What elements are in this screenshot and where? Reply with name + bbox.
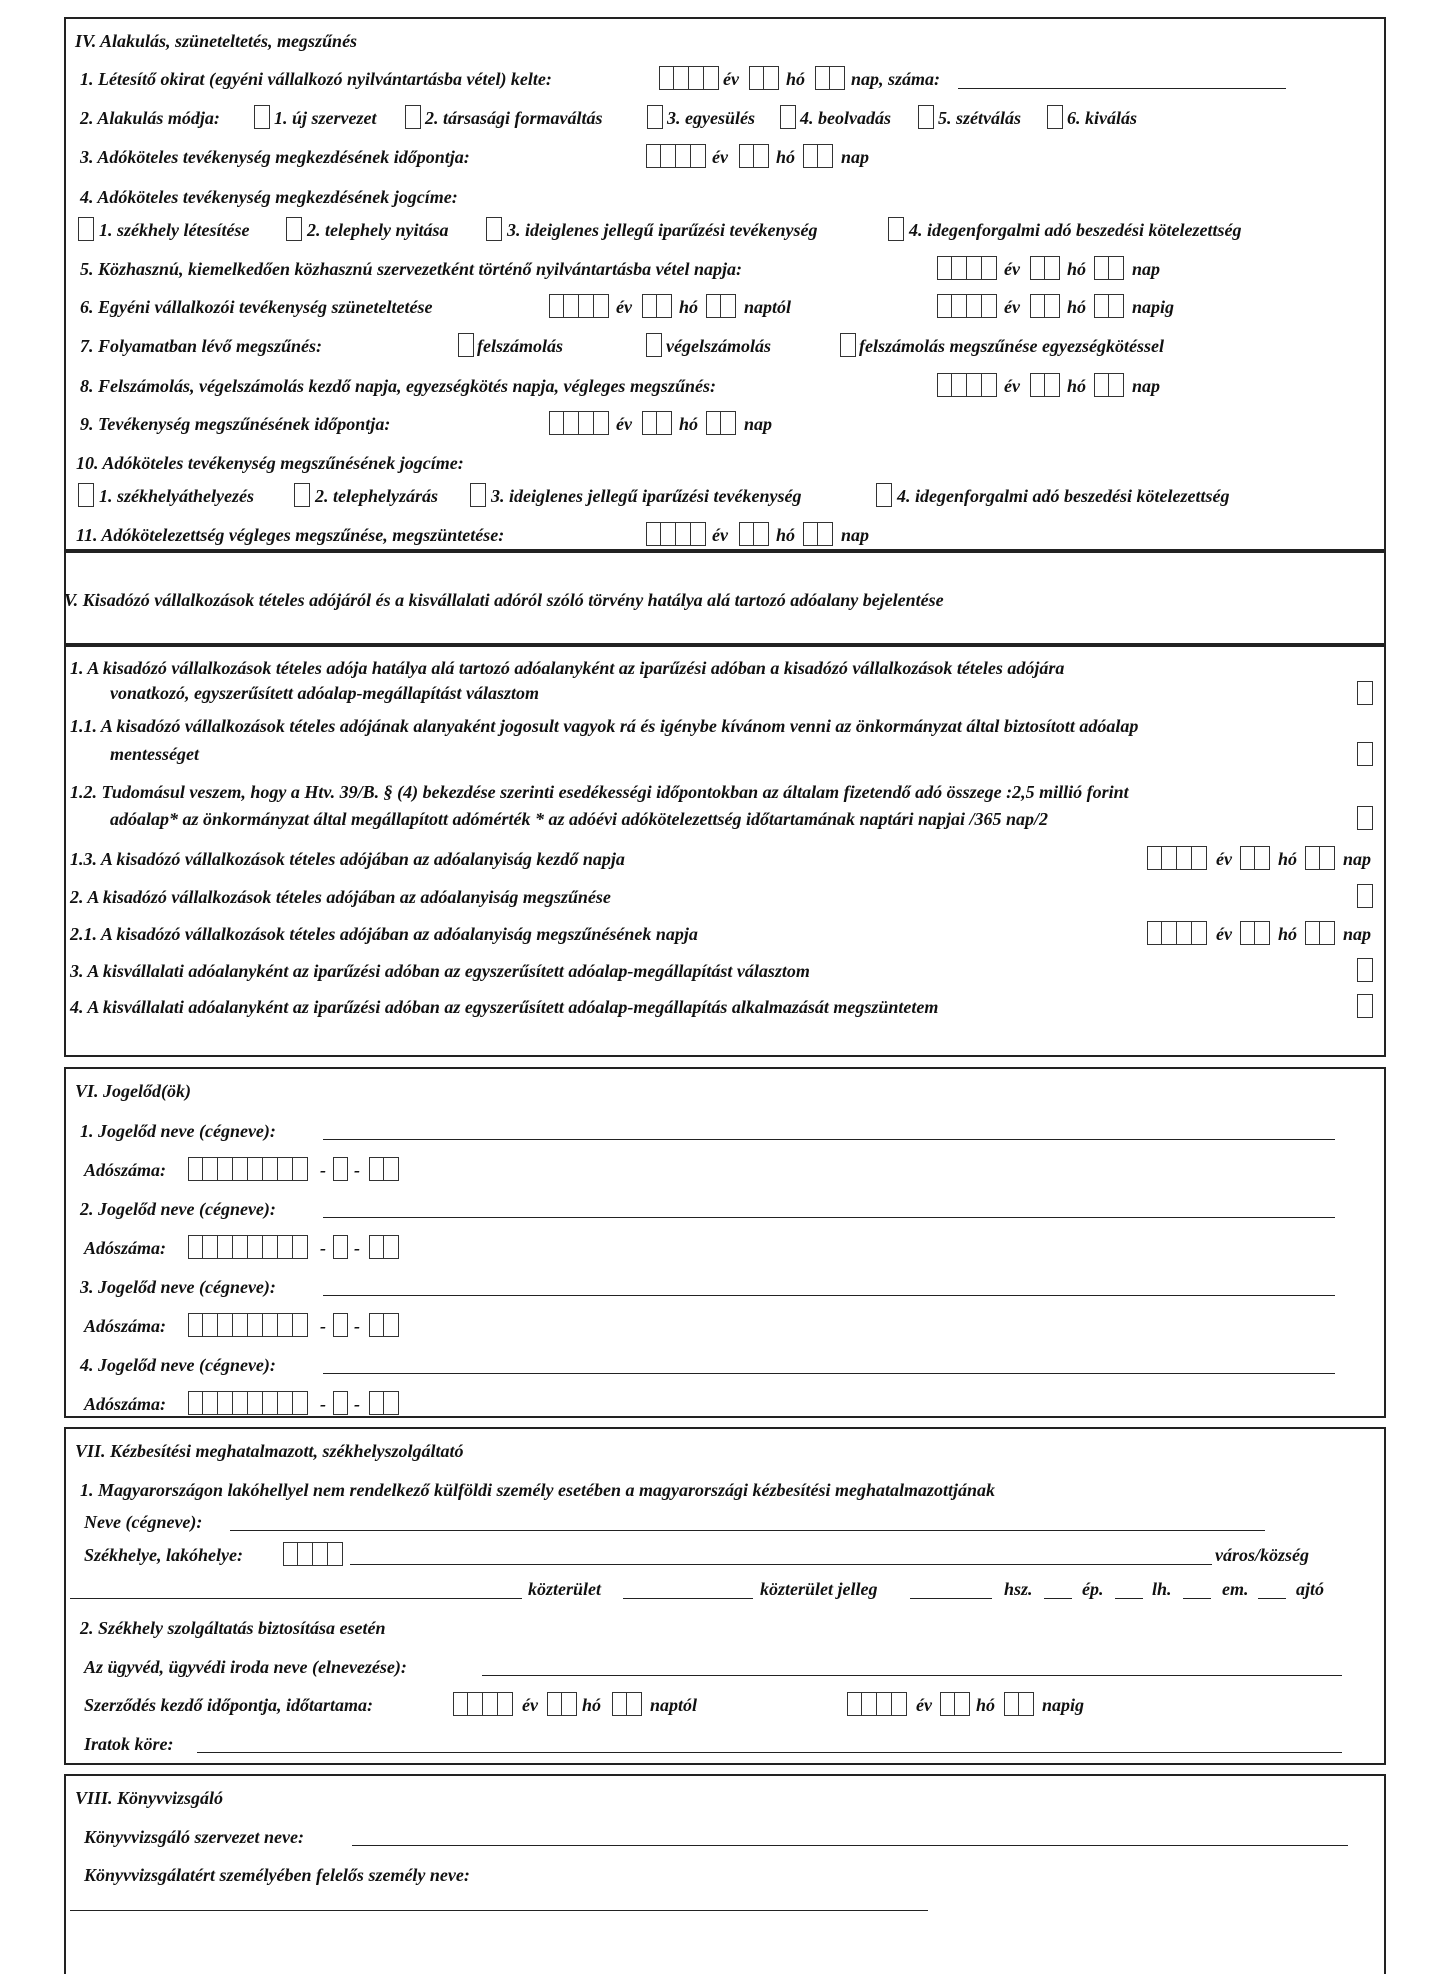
vi-tax-number-2-mid-cell[interactable] <box>333 1235 348 1259</box>
vi-predecessor-3-label: 3. Jogelőd neve (cégneve): <box>80 1277 276 1297</box>
vi-predecessor-1-label: 1. Jogelőd neve (cégneve): <box>80 1121 276 1141</box>
v-1-2-line-b: adóalap* az önkormányzat által megállapított adómérték * az adóévi adókötelezettség időtartamának naptári napjai /365 nap/2 <box>110 809 1049 829</box>
ev-label: év <box>1004 297 1020 317</box>
v-3-label: 3. A kisvállalati adóalanyként az iparűzési adóban az egyszerűsített adóalap-megállapítást választom <box>70 961 810 981</box>
r8-label: 8. Felszámolás, végelszámolás kezdő napja, egyezségkötés napja, végleges megszűnés: <box>80 376 716 396</box>
r9-month-cells[interactable] <box>642 411 672 435</box>
dash: - <box>320 1394 326 1414</box>
r5-month-cells[interactable] <box>1030 256 1060 280</box>
r2-option-4-label: 4. beolvadás <box>800 108 891 128</box>
vii-street-field[interactable] <box>70 1598 522 1599</box>
r2-option-1-label: 1. új szervezet <box>274 108 377 128</box>
r7-option-2-checkbox[interactable] <box>646 333 662 357</box>
v-3-checkbox[interactable] <box>1357 958 1373 982</box>
r10-option-4-label: 4. idegenforgalmi adó beszedési kötelezettség <box>897 486 1230 506</box>
r9-label: 9. Tevékenység megszűnésének időpontja: <box>80 414 391 434</box>
ev-label: év <box>616 414 632 434</box>
r6-label: 6. Egyéni vállalkozói tevékenység szüneteltetése <box>80 297 433 317</box>
r7-option-2-label: végelszámolás <box>666 336 771 356</box>
r1-label: 1. Létesítő okirat (egyéni vállalkozó nyilvántartásba vétel) kelte: <box>80 69 552 89</box>
ev-label: év <box>1216 924 1232 944</box>
r1-number-field[interactable] <box>958 88 1286 89</box>
vii-hsz-label: hsz. <box>1004 1579 1033 1599</box>
r6-from-year-cells[interactable] <box>549 294 609 318</box>
vii-lh-field[interactable] <box>1183 1598 1211 1599</box>
r9-day-cells[interactable] <box>706 411 736 435</box>
r10-option-1-label: 1. székhelyáthelyezés <box>99 486 254 506</box>
vi-predecessor-4-name-field[interactable] <box>323 1373 1335 1374</box>
ho-label: hó <box>1278 924 1298 944</box>
r2-option-1-checkbox[interactable] <box>254 105 270 129</box>
r4-option-1-checkbox[interactable] <box>78 217 94 241</box>
vi-tax-number-1-mid-cell[interactable] <box>333 1157 348 1181</box>
dash: - <box>354 1238 360 1258</box>
r10-option-4-checkbox[interactable] <box>876 483 892 507</box>
vii-street-type-value-field[interactable] <box>910 1598 992 1599</box>
dash: - <box>354 1316 360 1336</box>
dash: - <box>320 1316 326 1336</box>
r10-label: 10. Adóköteles tevékenység megszűnésének jogcíme: <box>76 453 464 473</box>
section-viii-title: VIII. Könyvvizsgáló <box>75 1788 224 1808</box>
r3-month-cells[interactable] <box>739 144 769 168</box>
ho-label: hó <box>786 69 806 89</box>
r10-option-2-label: 2. telephelyzárás <box>315 486 438 506</box>
vii-documents-label: Iratok köre: <box>84 1734 174 1754</box>
r9-year-cells[interactable] <box>549 411 609 435</box>
r6-from-month-cells[interactable] <box>642 294 672 318</box>
section-iv-title: IV. Alakulás, szüneteltetés, megszűnés <box>75 31 358 51</box>
ho-label: hó <box>582 1695 602 1715</box>
r1-day-cells[interactable] <box>815 66 845 90</box>
v-4-checkbox[interactable] <box>1357 994 1373 1018</box>
ho-label: hó <box>679 414 699 434</box>
vi-tax-number-1-label: Adószáma: <box>84 1160 167 1180</box>
ho-label: hó <box>1278 849 1298 869</box>
vi-tax-number-2-label: Adószáma: <box>84 1238 167 1258</box>
r3-day-cells[interactable] <box>803 144 833 168</box>
vii-contract-label: Szerződés kezdő időpontja, időtartama: <box>84 1695 374 1715</box>
dash: - <box>320 1160 326 1180</box>
v-1-3-month-cells[interactable] <box>1240 846 1270 870</box>
vii-city-field[interactable] <box>350 1564 1212 1565</box>
r11-day-cells[interactable] <box>803 522 833 546</box>
v-1-3-day-cells[interactable] <box>1305 846 1335 870</box>
vi-tax-number-1-main-cells[interactable] <box>188 1157 308 1181</box>
v-2-1-year-cells[interactable] <box>1147 921 1207 945</box>
vi-tax-number-4-label: Adószáma: <box>84 1394 167 1414</box>
nap-label: nap <box>1343 849 1372 869</box>
vii-postcode-cells[interactable] <box>283 1542 343 1566</box>
vii-seat-label: Székhelye, lakóhelye: <box>84 1545 243 1565</box>
r2-option-2-label: 2. társasági formaváltás <box>425 108 603 128</box>
vii-contract-from-month-cells[interactable] <box>547 1692 577 1716</box>
r4-option-3-label: 3. ideiglenes jellegű iparűzési tevékenység <box>507 220 818 240</box>
naptol-label: naptól <box>650 1695 698 1715</box>
section-v-title: V. Kisadózó vállalkozások tételes adójáról és a kisvállalati adóról szóló törvény hatálya alá tartozó adóalany bejelentése <box>64 590 944 610</box>
vii-street-type-label: közterület jelleg <box>760 1579 878 1599</box>
vi-predecessor-4-label: 4. Jogelőd neve (cégneve): <box>80 1355 276 1375</box>
nap-label: nap <box>1343 924 1372 944</box>
r11-label: 11. Adókötelezettség végleges megszűnése, megszüntetése: <box>76 525 505 545</box>
vii-contract-to-month-cells[interactable] <box>940 1692 970 1716</box>
r8-year-cells[interactable] <box>937 373 997 397</box>
vi-tax-number-2-main-cells[interactable] <box>188 1235 308 1259</box>
vii-contract-from-day-cells[interactable] <box>612 1692 642 1716</box>
vii-name-label: Neve (cégneve): <box>84 1512 203 1532</box>
vi-tax-number-2-end-cells[interactable] <box>369 1235 399 1259</box>
r2-option-3-label: 3. egyesülés <box>667 108 755 128</box>
r7-label: 7. Folyamatban lévő megszűnés: <box>80 336 322 356</box>
ho-label: hó <box>776 525 796 545</box>
r2-option-5-checkbox[interactable] <box>918 105 934 129</box>
v-2-1-day-cells[interactable] <box>1305 921 1335 945</box>
r8-month-cells[interactable] <box>1030 373 1060 397</box>
ho-label: hó <box>776 147 796 167</box>
r3-year-cells[interactable] <box>646 144 706 168</box>
vii-hsz-field[interactable] <box>1044 1598 1072 1599</box>
nap-label: nap <box>841 525 870 545</box>
v-2-checkbox[interactable] <box>1357 884 1373 908</box>
ho-label: hó <box>1067 259 1087 279</box>
vi-predecessor-1-name-field[interactable] <box>323 1139 1335 1140</box>
viii-person-field[interactable] <box>70 1910 928 1911</box>
r5-day-cells[interactable] <box>1094 256 1124 280</box>
vii-contract-to-year-cells[interactable] <box>847 1692 907 1716</box>
vii-1-text: 1. Magyarországon lakóhellyel nem rendelkező külföldi személy esetében a magyarországi kézbesítési meghatalmazottjának <box>80 1480 995 1500</box>
viii-organisation-label: Könyvvizsgáló szervezet neve: <box>84 1827 304 1847</box>
r2-option-5-label: 5. szétválás <box>938 108 1021 128</box>
vii-lh-label: lh. <box>1152 1579 1172 1599</box>
r6-to-month-cells[interactable] <box>1030 294 1060 318</box>
nap-label: nap <box>841 147 870 167</box>
r7-option-3-checkbox[interactable] <box>840 333 856 357</box>
v-1-checkbox[interactable] <box>1357 681 1373 705</box>
vii-ep-field[interactable] <box>1115 1598 1143 1599</box>
r4-option-4-checkbox[interactable] <box>888 217 904 241</box>
r4-option-1-label: 1. székhely létesítése <box>99 220 250 240</box>
r1-month-cells[interactable] <box>749 66 779 90</box>
ev-label: év <box>1004 376 1020 396</box>
r10-option-3-label: 3. ideiglenes jellegű iparűzési tevékenység <box>491 486 802 506</box>
r4-option-3-checkbox[interactable] <box>486 217 502 241</box>
vi-predecessor-2-label: 2. Jogelőd neve (cégneve): <box>80 1199 276 1219</box>
v-2-label: 2. A kisadózó vállalkozások tételes adójában az adóalanyiság megszűnése <box>70 887 611 907</box>
r10-option-1-checkbox[interactable] <box>78 483 94 507</box>
r4-option-2-label: 2. telephely nyitása <box>307 220 449 240</box>
v-1-line-b: vonatkozó, egyszerűsített adóalap-megállapítást választom <box>110 683 539 703</box>
vii-ajto-label: ajtó <box>1296 1579 1325 1599</box>
vii-documents-field[interactable] <box>197 1752 1342 1753</box>
v-1-2-checkbox[interactable] <box>1357 806 1373 830</box>
r10-option-2-checkbox[interactable] <box>294 483 310 507</box>
ev-label: év <box>916 1695 932 1715</box>
nap-label: nap <box>744 414 773 434</box>
vi-tax-number-3-mid-cell[interactable] <box>333 1313 348 1337</box>
ev-label: év <box>723 69 739 89</box>
ev-label: év <box>1216 849 1232 869</box>
ev-label: év <box>712 525 728 545</box>
r3-label: 3. Adóköteles tevékenység megkezdésének időpontja: <box>80 147 470 167</box>
vii-ep-label: ép. <box>1082 1579 1104 1599</box>
vii-lawyer-field[interactable] <box>482 1675 1342 1676</box>
naptol-label: naptól <box>744 297 792 317</box>
vi-tax-number-3-end-cells[interactable] <box>369 1313 399 1337</box>
r2-option-6-label: 6. kiválás <box>1067 108 1137 128</box>
v-1-3-year-cells[interactable] <box>1147 846 1207 870</box>
ho-label: hó <box>1067 297 1087 317</box>
vii-street-type-field[interactable] <box>623 1598 753 1599</box>
vii-em-label: em. <box>1222 1579 1249 1599</box>
vi-predecessor-3-name-field[interactable] <box>323 1295 1335 1296</box>
dash: - <box>354 1394 360 1414</box>
vii-lawyer-label: Az ügyvéd, ügyvédi iroda neve (elnevezése): <box>84 1657 407 1677</box>
vii-street-label: közterület <box>528 1579 602 1599</box>
nap-label: nap <box>1132 376 1161 396</box>
vi-predecessor-2-name-field[interactable] <box>323 1217 1335 1218</box>
v-1-line-a: 1. A kisadózó vállalkozások tételes adója hatálya alá tartozó adóalanyként az iparűzési adóban a kisadózó vállalkozások tételes adójára <box>70 658 1065 678</box>
r4-label: 4. Adóköteles tevékenység megkezdésének jogcíme: <box>80 187 458 207</box>
vii-contract-to-day-cells[interactable] <box>1004 1692 1034 1716</box>
r2-option-6-checkbox[interactable] <box>1047 105 1063 129</box>
r11-month-cells[interactable] <box>739 522 769 546</box>
r7-option-1-label: felszámolás <box>477 336 564 356</box>
vi-tax-number-3-main-cells[interactable] <box>188 1313 308 1337</box>
v-4-label: 4. A kisvállalati adóalanyként az iparűzési adóban az egyszerűsített adóalap-megállapítás alkalmazását megszüntetem <box>70 997 939 1017</box>
ev-label: év <box>712 147 728 167</box>
r10-option-3-checkbox[interactable] <box>470 483 486 507</box>
r4-option-2-checkbox[interactable] <box>286 217 302 241</box>
v-1-1-line-a: 1.1. A kisadózó vállalkozások tételes adójának alanyaként jogosult vagyok rá és igénybe kívánom venni az önkormányzat által biztosított adóalap <box>70 716 1139 736</box>
vii-2-text: 2. Székhely szolgáltatás biztosítása esetén <box>80 1618 386 1638</box>
r2-option-4-checkbox[interactable] <box>780 105 796 129</box>
dash: - <box>320 1238 326 1258</box>
ho-label: hó <box>679 297 699 317</box>
vii-contract-from-year-cells[interactable] <box>453 1692 513 1716</box>
dash: - <box>354 1160 360 1180</box>
r6-to-day-cells[interactable] <box>1094 294 1124 318</box>
vii-name-field[interactable] <box>230 1530 1265 1531</box>
v-2-1-label: 2.1. A kisadózó vállalkozások tételes adójában az adóalanyiság megszűnésének napja <box>70 924 698 944</box>
ev-label: év <box>616 297 632 317</box>
vi-tax-number-3-label: Adószáma: <box>84 1316 167 1336</box>
ev-label: év <box>522 1695 538 1715</box>
szama-label: nap, száma: <box>851 69 941 89</box>
r6-to-year-cells[interactable] <box>937 294 997 318</box>
r1-year-cells[interactable] <box>659 66 719 90</box>
vii-em-field[interactable] <box>1258 1598 1286 1599</box>
r2-label: 2. Alakulás módja: <box>80 108 220 128</box>
vi-tax-number-1-end-cells[interactable] <box>369 1157 399 1181</box>
ho-label: hó <box>1067 376 1087 396</box>
ho-label: hó <box>976 1695 996 1715</box>
r5-label: 5. Közhasznú, kiemelkedően közhasznú szervezetként történő nyilvántartásba vétel napja: <box>80 259 743 279</box>
vi-tax-number-4-mid-cell[interactable] <box>333 1391 348 1415</box>
v-1-1-line-b: mentességet <box>110 744 199 764</box>
viii-person-label: Könyvvizsgálatért személyében felelős személy neve: <box>84 1865 470 1885</box>
nap-label: nap <box>1132 259 1161 279</box>
r2-option-2-checkbox[interactable] <box>405 105 421 129</box>
r6-from-day-cells[interactable] <box>706 294 736 318</box>
r11-year-cells[interactable] <box>646 522 706 546</box>
napig-label: napig <box>1042 1695 1085 1715</box>
v-1-1-checkbox[interactable] <box>1357 742 1373 766</box>
ev-label: év <box>1004 259 1020 279</box>
v-1-2-line-a: 1.2. Tudomásul veszem, hogy a Htv. 39/B. § (4) bekezdése szerinti esedékességi időpontokban az általam fizetendő adó összege :2,5 millió forint <box>70 782 1129 802</box>
section-vi-title: VI. Jogelőd(ök) <box>75 1081 191 1101</box>
napig-label: napig <box>1132 297 1175 317</box>
r8-day-cells[interactable] <box>1094 373 1124 397</box>
viii-organisation-field[interactable] <box>352 1845 1348 1846</box>
section-vii-title: VII. Kézbesítési meghatalmazott, székhelyszolgáltató <box>75 1441 464 1461</box>
r4-option-4-label: 4. idegenforgalmi adó beszedési kötelezettség <box>909 220 1242 240</box>
r7-option-3-label: felszámolás megszűnése egyezségkötéssel <box>859 336 1164 356</box>
v-2-1-month-cells[interactable] <box>1240 921 1270 945</box>
r2-option-3-checkbox[interactable] <box>647 105 663 129</box>
v-1-3-label: 1.3. A kisadózó vállalkozások tételes adójában az adóalanyiság kezdő napja <box>70 849 625 869</box>
r5-year-cells[interactable] <box>937 256 997 280</box>
vi-tax-number-4-main-cells[interactable] <box>188 1391 308 1415</box>
vi-tax-number-4-end-cells[interactable] <box>369 1391 399 1415</box>
r7-option-1-checkbox[interactable] <box>458 333 474 357</box>
vii-city-label: város/község <box>1215 1545 1309 1565</box>
